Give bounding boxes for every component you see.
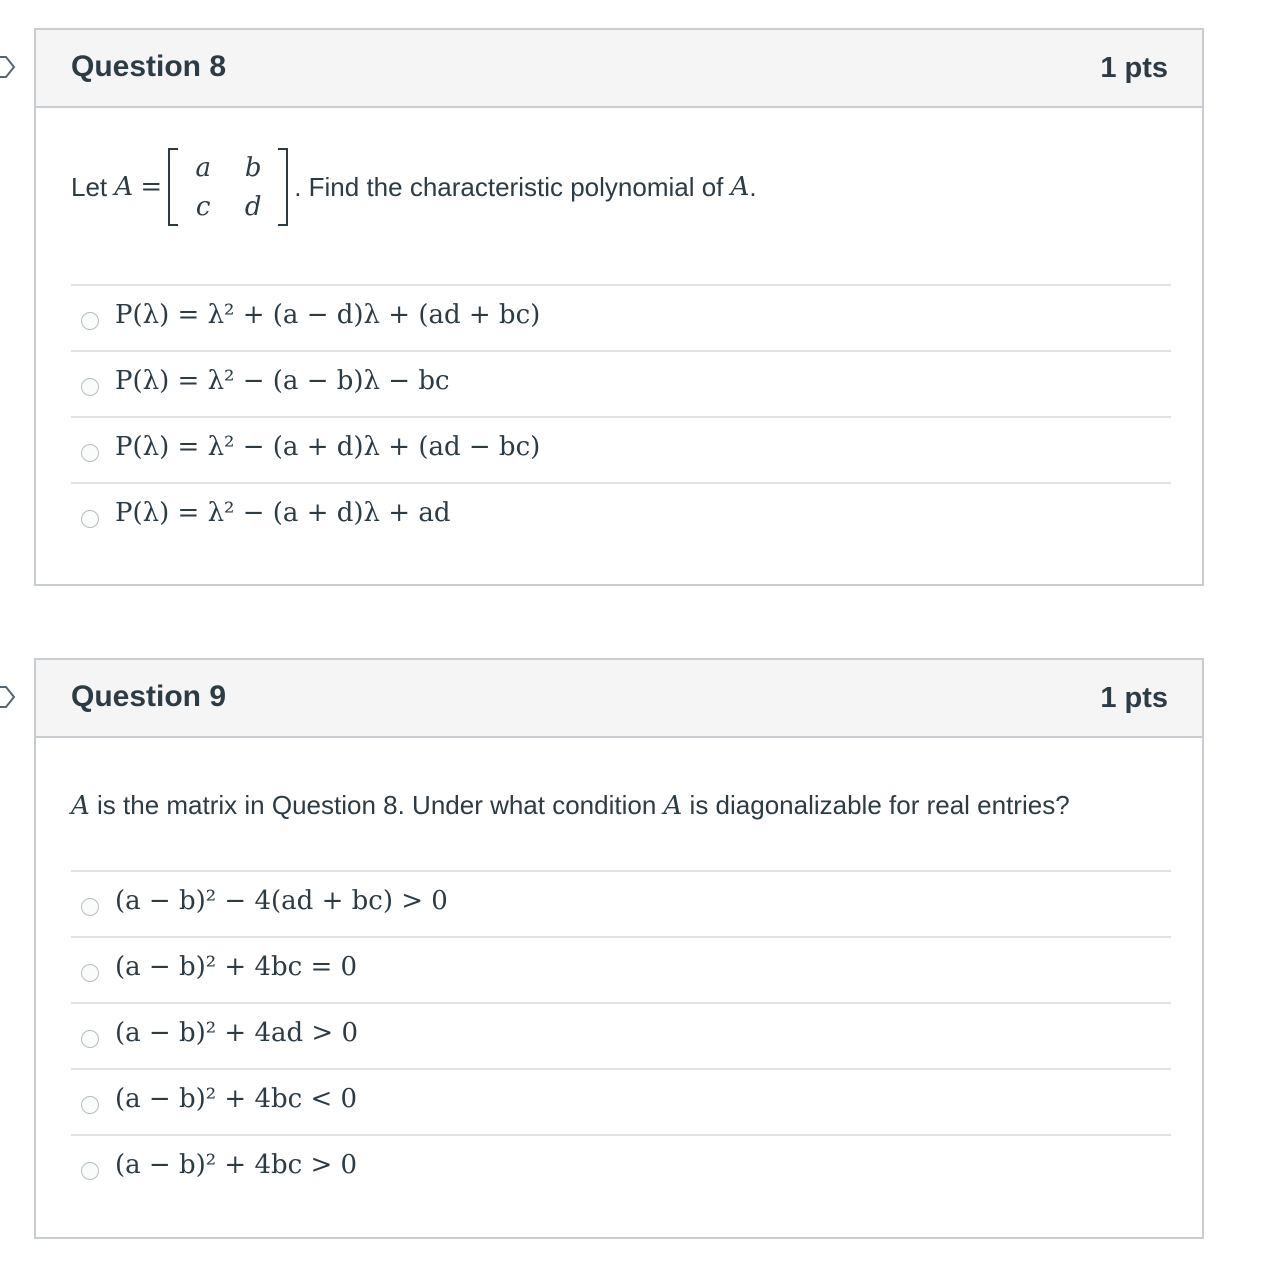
question-8 xyxy=(34,28,1204,586)
radio-button[interactable] xyxy=(81,1096,99,1114)
answer-label: P(λ) = λ² − (a − b)λ − bc xyxy=(115,366,450,396)
matrix-entry: d xyxy=(244,191,262,222)
answer-option[interactable] xyxy=(71,1002,1171,1068)
radio-button[interactable] xyxy=(81,378,99,396)
stem-middle: is the matrix in Question 8. Under what condition xyxy=(97,790,657,820)
stem-variable: A xyxy=(730,172,750,202)
answer-option[interactable] xyxy=(71,284,1171,350)
answer-label: P(λ) = λ² − (a + d)λ + (ad − bc) xyxy=(115,432,541,462)
answer-label: (a − b)² + 4ad > 0 xyxy=(115,1018,359,1048)
stem-equals: = xyxy=(140,172,163,202)
radio-button[interactable] xyxy=(81,1030,99,1048)
answer-option[interactable] xyxy=(71,1068,1171,1134)
matrix-entry: a xyxy=(195,152,211,183)
question-header xyxy=(36,660,1202,738)
radio-button[interactable] xyxy=(81,444,99,462)
question-header xyxy=(36,30,1202,108)
answer-label: (a − b)² + 4bc < 0 xyxy=(115,1084,358,1114)
question-9 xyxy=(34,658,1204,1239)
radio-button[interactable] xyxy=(81,964,99,982)
question-points: 1 pts xyxy=(1100,682,1168,714)
answer-option[interactable] xyxy=(71,482,1171,548)
stem-variable: A xyxy=(663,790,683,821)
question-title: Question 9 xyxy=(71,680,227,713)
radio-button[interactable] xyxy=(81,312,99,330)
stem-variable: A xyxy=(71,790,90,821)
question-stem xyxy=(71,148,757,226)
question-flag-icon[interactable] xyxy=(0,55,16,79)
answer-label: (a − b)² + 4bc > 0 xyxy=(115,1150,358,1180)
stem-suffix: . Find the characteristic polynomial of xyxy=(294,171,724,202)
answer-option[interactable] xyxy=(71,1134,1171,1200)
answer-list xyxy=(71,284,1171,548)
matrix xyxy=(168,148,288,226)
answer-list xyxy=(71,870,1171,1200)
answer-option[interactable] xyxy=(71,416,1171,482)
radio-button[interactable] xyxy=(81,510,99,528)
answer-label: P(λ) = λ² + (a − d)λ + (ad + bc) xyxy=(115,300,541,330)
matrix-entry: c xyxy=(195,191,211,222)
stem-prefix: Let xyxy=(71,171,108,202)
radio-button[interactable] xyxy=(81,1162,99,1180)
radio-button[interactable] xyxy=(81,898,99,916)
answer-label: (a − b)² − 4(ad + bc) > 0 xyxy=(115,886,448,916)
matrix-entry: b xyxy=(244,152,262,183)
answer-label: (a − b)² + 4bc = 0 xyxy=(115,952,358,982)
matrix-left-bracket xyxy=(168,148,178,226)
answer-option[interactable] xyxy=(71,350,1171,416)
stem-end: . xyxy=(749,171,757,202)
stem-end: is diagonalizable for real entries? xyxy=(689,790,1070,820)
answer-option[interactable] xyxy=(71,936,1171,1002)
question-flag-icon[interactable] xyxy=(0,685,16,709)
answer-label: P(λ) = λ² − (a + d)λ + ad xyxy=(115,498,451,528)
stem-variable: A xyxy=(114,172,134,202)
question-stem xyxy=(71,790,1070,821)
answer-option[interactable] xyxy=(71,870,1171,936)
matrix-right-bracket xyxy=(278,148,288,226)
question-title: Question 8 xyxy=(71,50,227,83)
question-points: 1 pts xyxy=(1100,52,1168,84)
